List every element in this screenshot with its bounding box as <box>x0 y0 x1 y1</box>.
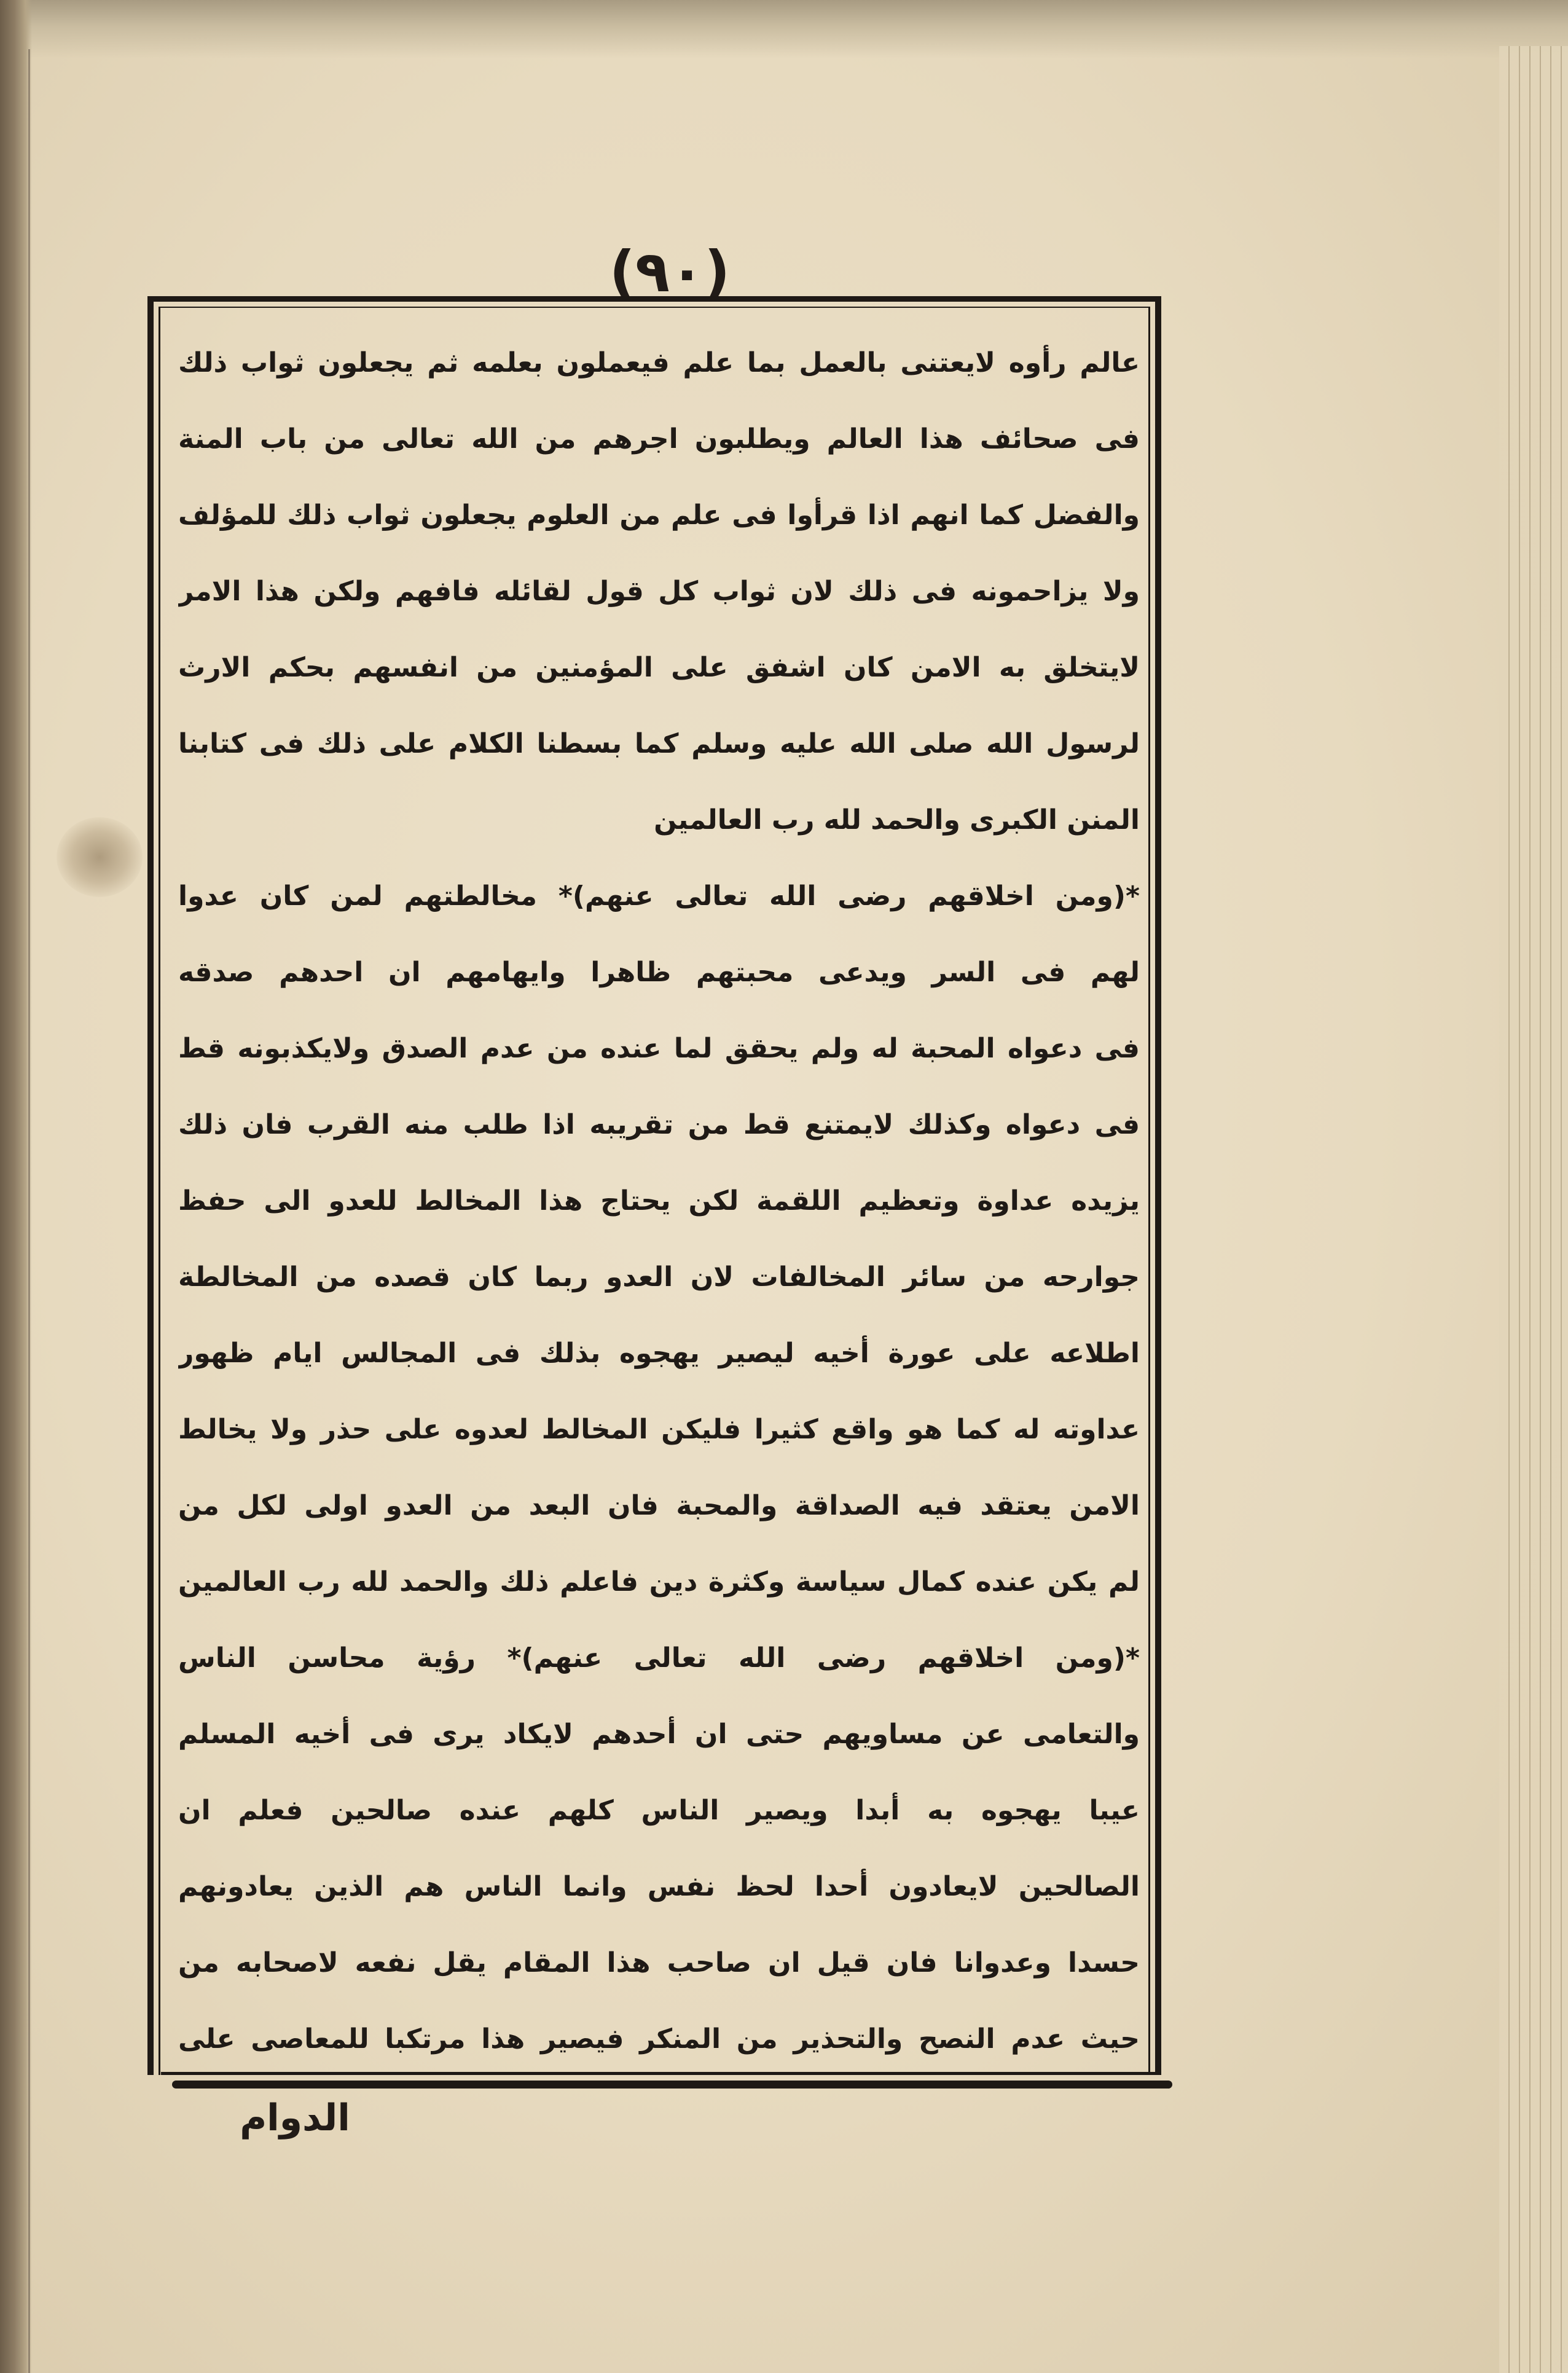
text-line <box>178 858 1140 935</box>
text-line: فى دعواه المحبة له ولم يحقق لما عنده من عدم الصدق ولايكذبونه قط <box>178 1033 1140 1064</box>
text-line: جوارحه من سائر المخالفات لان العدو ربما كان قصده من المخالطة <box>178 1261 1140 1293</box>
text-line: لرسول الله صلى الله عليه وسلم كما بسطنا الكلام على ذلك فى كتابنا <box>178 728 1140 759</box>
text-line: الامن يعتقد فيه الصداقة والمحبة فان البعد من العدو اولى لكل من <box>178 1490 1140 1521</box>
page-top-edge <box>0 0 1568 58</box>
text-line: عداوته له كما هو واقع كثيرا فليكن المخالط لعدوه على حذر ولا يخالط <box>178 1414 1140 1445</box>
text-line: فى دعواه وكذلك لايمتنع قط من تقريبه اذا طلب منه القرب فان ذلك <box>178 1109 1140 1140</box>
text-line <box>178 1620 1140 1696</box>
text-line: والفضل كما انهم اذا قرأوا فى علم من العلوم يجعلون ثواب ذلك للمؤلف <box>178 500 1140 531</box>
text-body <box>178 325 1140 2077</box>
text-line: المنن الكبرى والحمد لله رب العالمين <box>654 804 1140 836</box>
text-line: عيبا يهجوه به أبدا ويصير الناس كلهم عنده صالحين فعلم ان <box>178 1795 1140 1826</box>
page-number: (٩٠) <box>609 239 731 305</box>
text-line: اطلاعه على عورة أخيه ليصير يهجوه بذلك فى المجالس ايام ظهور <box>178 1338 1140 1369</box>
line-text: مخالطتهم لمن كان عدوا <box>178 881 537 912</box>
text-line: ولا يزاحمونه فى ذلك لان ثواب كل قول لقائله فافهم ولكن هذا الامر <box>178 576 1140 607</box>
paper-stain <box>57 817 143 897</box>
binding-gutter <box>0 0 32 2373</box>
catchword: الدوام <box>240 2096 350 2140</box>
text-line: والتعامى عن مساويهم حتى ان أحدهم لايكاد يرى فى أخيه المسلم <box>178 1719 1140 1750</box>
section-heading: *(ومن اخلاقهم رضى الله تعالى عنهم)* <box>507 1642 1140 1674</box>
frame-bottom-thick-rule <box>172 2081 1172 2089</box>
text-line: حسدا وعدوانا فان قيل ان صاحب هذا المقام يقل نفعه لاصحابه من <box>178 1947 1140 1979</box>
text-line: لهم فى السر ويدعى محبتهم ظاهرا وايهامهم ان احدهم صدقه <box>178 957 1140 988</box>
gutter-edge-line <box>28 49 30 2373</box>
stacked-page-edges <box>1499 46 1568 2373</box>
text-line: لايتخلق به الامن كان اشفق على المؤمنين من انفسهم بحكم الارث <box>178 652 1140 683</box>
section-heading: *(ومن اخلاقهم رضى الله تعالى عنهم)* <box>558 881 1140 912</box>
text-line: حيث عدم النصح والتحذير من المنكر فيصير هذا مرتكبا للمعاصى على <box>178 2023 1140 2055</box>
text-line: الصالحين لايعادون أحدا لحظ نفس وانما الناس هم الذين يعادونهم <box>178 1871 1140 1902</box>
text-line: عالم رأوه لايعتنى بالعمل بما علم فيعملون بعلمه ثم يجعلون ثواب ذلك <box>178 347 1140 379</box>
text-line: لم يكن عنده كمال سياسة وكثرة دين فاعلم ذلك والحمد لله رب العالمين <box>178 1566 1140 1598</box>
text-line: يزيده عداوة وتعظيم اللقمة لكن يحتاج هذا المخالط للعدو الى حفظ <box>178 1185 1140 1217</box>
text-line: فى صحائف هذا العالم ويطلبون اجرهم من الله تعالى من باب المنة <box>178 423 1140 455</box>
line-text: رؤية محاسن الناس <box>178 1642 476 1674</box>
